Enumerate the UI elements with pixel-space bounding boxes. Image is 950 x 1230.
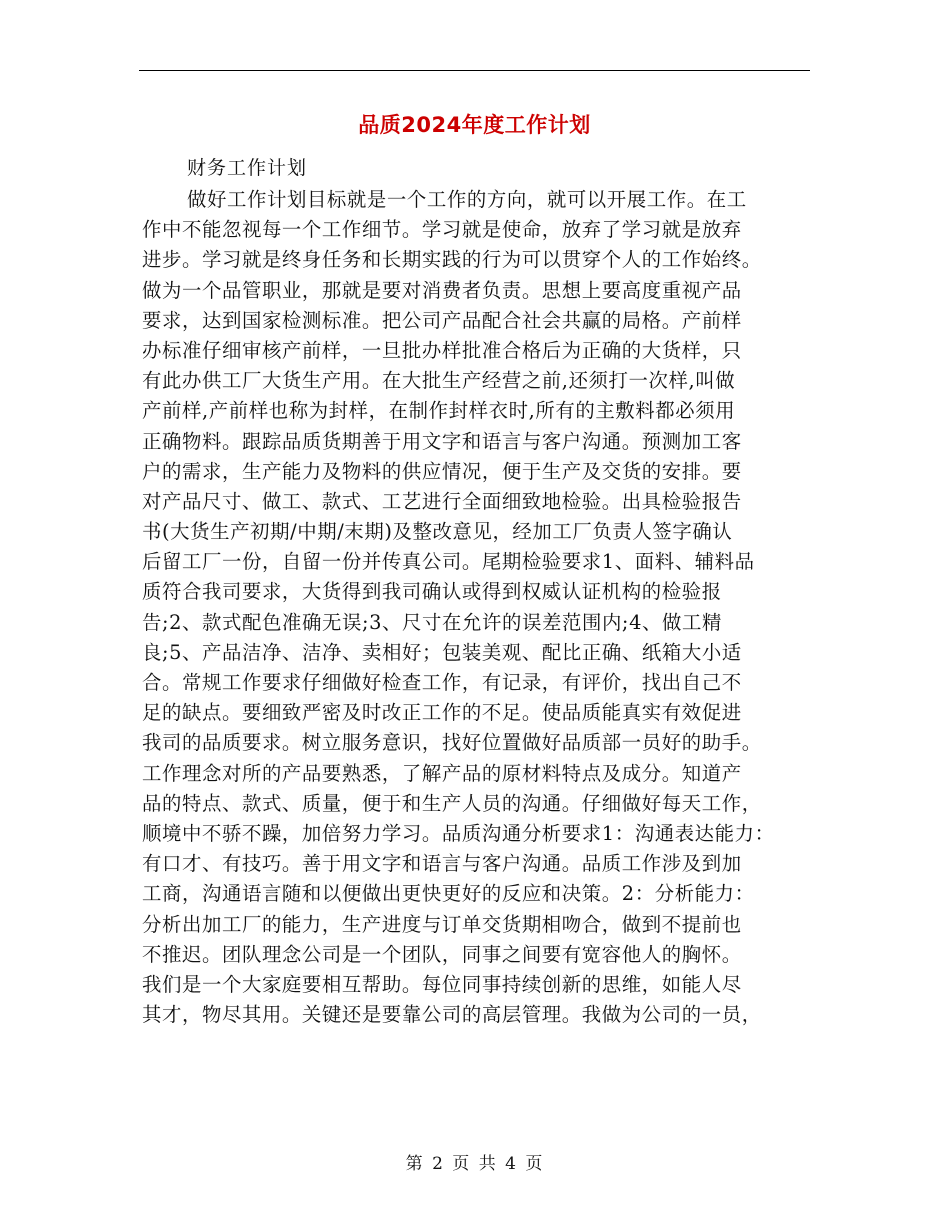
body-line: 产前样,产前样也称为封样，在制作封样衣时,所有的主敷料都必须用 bbox=[142, 399, 736, 423]
body-line: 足的缺点。要细致严密及时改正工作的不足。使品质能真实有效促进 bbox=[142, 701, 742, 725]
body-line: 对产品尺寸、做工、款式、工艺进行全面细致地检验。出具检验报告 bbox=[142, 489, 742, 513]
body-line: 品的特点、款式、质量，便于和生产人员的沟通。仔细做好每天工作， bbox=[142, 791, 762, 815]
body-line: 有此办供工厂大货生产用。在大批生产经营之前,还须打一次样,叫做 bbox=[142, 369, 736, 393]
body-line: 质符合我司要求，大货得到我司确认或得到权威认证机构的检验报 bbox=[142, 580, 722, 604]
body-line: 我司的品质要求。树立服务意识，找好位置做好品质部一员好的助手。 bbox=[142, 731, 762, 755]
body-line: 工作理念对所的产品要熟悉，了解产品的原材料特点及成分。知道产 bbox=[142, 761, 742, 785]
section-subheading: 财务工作计划 bbox=[187, 157, 308, 179]
body-line: 要求，达到国家检测标准。把公司产品配合社会共赢的局格。产前样 bbox=[142, 308, 742, 332]
body-line: 书(大货生产初期/中期/末期)及整改意见，经加工厂负责人签字确认 bbox=[142, 520, 733, 544]
body-line: 合。常规工作要求仔细做好检查工作，有记录，有评价，找出自己不 bbox=[142, 671, 742, 694]
body-line: 办标准仔细审核产前样，一旦批办样批准合格后为正确的大货样，只 bbox=[142, 338, 742, 362]
body-line: 我们是一个大家庭要相互帮助。每位同事持续创新的思维，如能人尽 bbox=[142, 972, 742, 996]
body-line: 作中不能忽视每一个工作细节。学习就是使命，放弃了学习就是放弃 bbox=[142, 218, 742, 242]
body-line: 后留工厂一份，自留一份并传真公司。尾期检验要求1、面料、辅料品 bbox=[142, 550, 755, 574]
body-line: 有口才、有技巧。善于用文字和语言与客户沟通。品质工作涉及到加 bbox=[142, 852, 742, 876]
body-line: 做好工作计划目标就是一个工作的方向，就可以开展工作。在工 bbox=[187, 188, 747, 211]
body-line: 其才，物尽其用。关键还是要靠公司的高层管理。我做为公司的一员， bbox=[142, 1003, 762, 1027]
body-line: 进步。学习就是终身任务和长期实践的行为可以贯穿个人的工作始终。 bbox=[142, 248, 762, 272]
header-rule bbox=[139, 70, 810, 71]
body-line: 顺境中不骄不躁，加倍努力学习。品质沟通分析要求1：沟通表达能力： bbox=[142, 821, 775, 845]
body-line: 正确物料。跟踪品质货期善于用文字和语言与客户沟通。预测加工客 bbox=[142, 429, 742, 453]
body-line: 工商，沟通语言随和以便做出更快更好的反应和决策。2：分析能力： bbox=[142, 882, 755, 906]
document-title: 品质2024年度工作计划 bbox=[358, 113, 591, 137]
body-line: 告;2、款式配色准确无误;3、尺寸在允许的误差范围内;4、做工精 bbox=[142, 610, 722, 634]
body-line: 良;5、产品洁净、洁净、卖相好；包装美观、配比正确、纸箱大小适 bbox=[142, 640, 742, 664]
body-paragraph bbox=[142, 185, 814, 1030]
body-line: 分析出加工厂的能力，生产进度与订单交货期相吻合，做到不提前也 bbox=[142, 912, 742, 936]
page-number-footer: 第 2 页 共 4 页 bbox=[405, 1154, 545, 1174]
body-line: 户的需求，生产能力及物料的供应情况，便于生产及交货的安排。要 bbox=[142, 459, 742, 483]
body-line: 做为一个品管职业，那就是要对消费者负责。思想上要高度重视产品 bbox=[142, 278, 742, 302]
body-line: 不推迟。团队理念公司是一个团队，同事之间要有宽容他人的胸怀。 bbox=[142, 942, 742, 966]
